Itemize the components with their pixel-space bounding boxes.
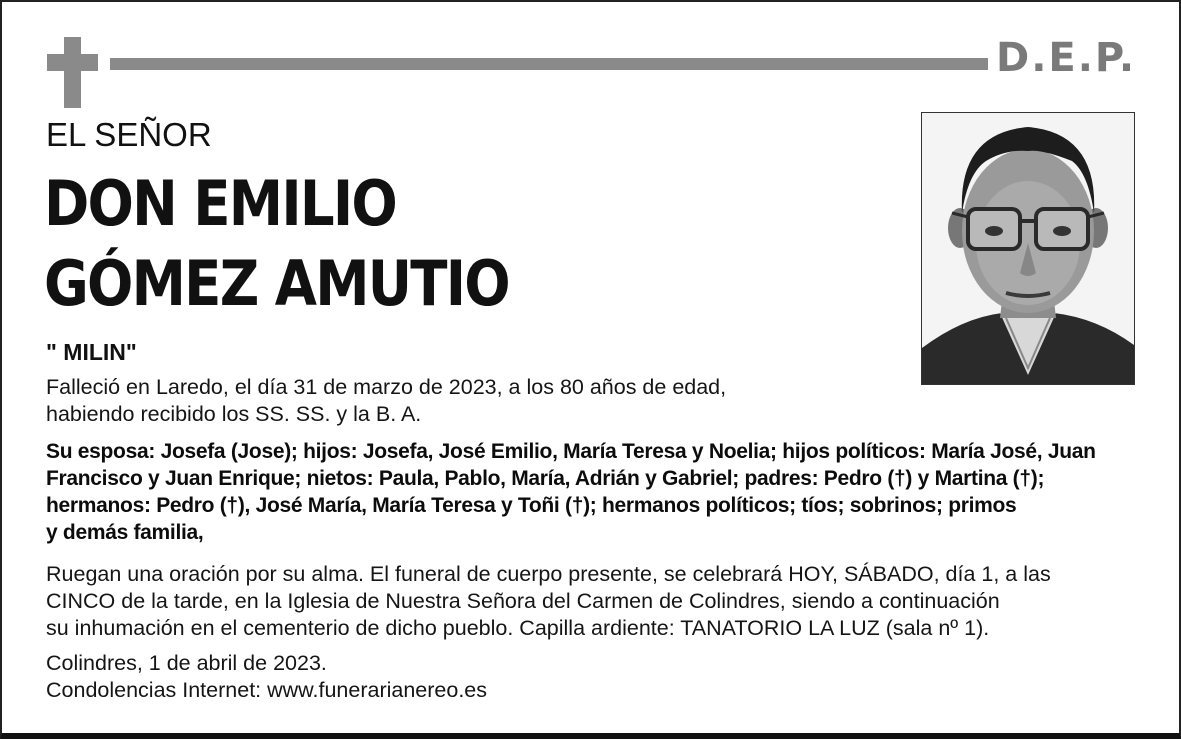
- funeral-details-line: CINCO de la tarde, en la Iglesia de Nuestra Señora del Carmen de Colindres, siendo a continuación: [46, 589, 1000, 613]
- cross-horizontal-bar: [47, 54, 98, 71]
- nickname: " MILIN": [46, 339, 137, 365]
- funeral-details-line: su inhumación en el cementerio de dicho pueblo. Capilla ardiente: TANATORIO LA LUZ (sala nº 1).: [46, 616, 990, 640]
- portrait-photo: [921, 112, 1135, 385]
- place-date: Colindres, 1 de abril de 2023.: [46, 651, 327, 675]
- cross-vertical-bar: [64, 37, 81, 108]
- family-list-line: hermanos: Pedro (†), José María, María Teresa y Toñi (†); hermanos políticos; tíos; sobrinos; primos: [46, 494, 1017, 517]
- deceased-name-line-1: DON EMILIO: [44, 167, 397, 240]
- family-list-line: y demás familia,: [46, 521, 204, 544]
- death-notice-line: Falleció en Laredo, el día 31 de marzo de 2023, a los 80 años de edad,: [46, 375, 727, 399]
- header-rule: [110, 58, 988, 70]
- death-notice-line: habiendo recibido los SS. SS. y la B. A.: [46, 402, 422, 426]
- death-notice: [46, 374, 1136, 428]
- funeral-details: [46, 561, 1136, 642]
- family-list-line: Francisco y Juan Enrique; nietos: Paula, Pablo, María, Adrián y Gabriel; padres: Pedro (†) y Martina (†);: [46, 467, 1045, 490]
- family-list: [46, 438, 1136, 546]
- funeral-details-line: Ruegan una oración por su alma. El funeral de cuerpo presente, se celebrará HOY, SÁBADO, día 1, a las: [46, 562, 1051, 586]
- family-list-line: Su esposa: Josefa (Jose); hijos: Josefa, José Emilio, María Teresa y Noelia; hijos políticos: María José, Juan: [46, 440, 1096, 463]
- dep-label: D.E.P.: [996, 35, 1137, 81]
- condolences-link: Condolencias Internet: www.funerarianereo.es: [46, 678, 488, 702]
- deceased-name-line-2: GÓMEZ AMUTIO: [44, 247, 509, 320]
- intro-title: EL SEÑOR: [46, 116, 212, 153]
- closing: [46, 650, 1136, 704]
- portrait-image: [922, 113, 1134, 384]
- deceased-name: [44, 164, 509, 324]
